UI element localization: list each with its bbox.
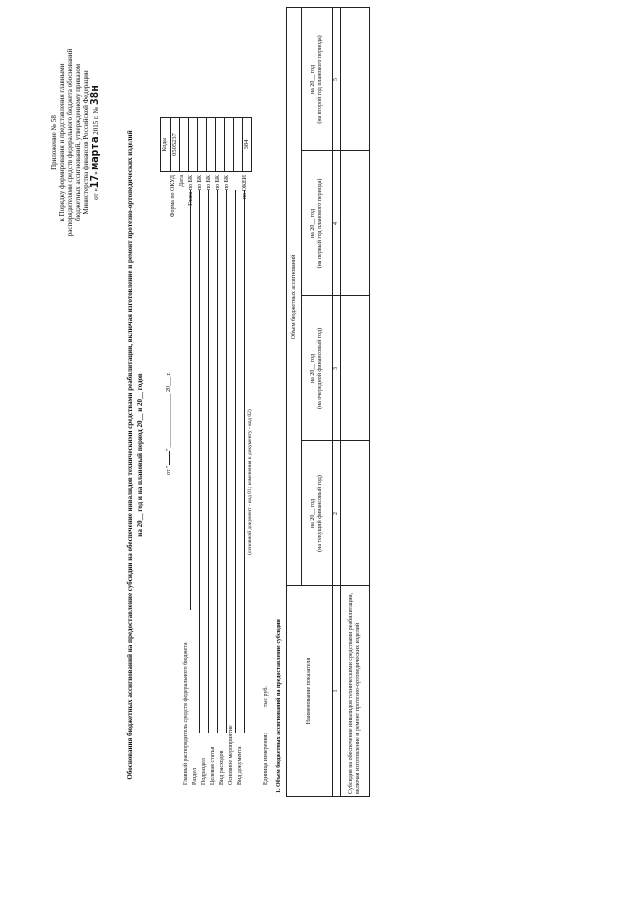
label-expense-type: Вид расходов	[219, 750, 225, 785]
appendix-block	[50, 20, 100, 265]
handwritten-order-number: 38н	[88, 85, 101, 106]
value-cell-plan-year-2[interactable]	[341, 8, 369, 151]
col-header-plan-year-2: на 20__ год (на второй год планового периода)	[309, 35, 323, 124]
document-title	[126, 25, 144, 885]
value-cell-next-year[interactable]	[341, 296, 369, 441]
title-line-1: Обоснования бюджетных ассигнований на предоставление субсидии на обеспечение инвалидов техническими средствами реабилитации, включая изготовление и ремонт протезно-ортопедических изделий	[126, 130, 134, 780]
label-okei: по ОКЕИ	[242, 175, 248, 200]
value-cell-plan-year-1[interactable]	[341, 151, 369, 296]
label-bk-1: по БК	[197, 175, 203, 191]
appendix-line: бюджетных ассигнований, утвержденному приказом	[74, 63, 82, 222]
code-okud[interactable]: 0505237	[170, 118, 179, 171]
code-okei[interactable]: 384	[242, 118, 252, 171]
label-main-distributor: Главный распорядитель средств федерального бюджета	[183, 642, 189, 785]
budget-table	[286, 7, 370, 797]
date-line: от "" __________________ 20___ г.	[166, 372, 172, 475]
unit-label: Единица измерения:	[263, 732, 269, 785]
col-header-current-year: на 20__ год (на текущий финансовый год)	[309, 475, 323, 552]
col-number-4: 4	[332, 222, 339, 225]
codes-header: Коды	[162, 137, 168, 152]
col-number-2: 2	[332, 512, 339, 515]
appendix-date: от «17» марта 2015 г. № 38н	[88, 85, 101, 200]
appendix-number: Приложение № 58	[50, 115, 58, 170]
fill-line-section[interactable]	[199, 190, 200, 733]
code-bk-3[interactable]	[215, 118, 224, 171]
unit-value: тыс руб.	[263, 686, 269, 708]
codes-box	[160, 117, 252, 172]
code-bk-1[interactable]	[197, 118, 206, 171]
label-subsection: Подраздел	[201, 758, 207, 785]
right-label-list	[170, 175, 251, 245]
fill-line-subsection[interactable]	[208, 190, 209, 733]
label-bk-3: по БК	[215, 175, 221, 191]
label-chapter-bk: Глава по БК	[188, 175, 194, 206]
title-line-2: на 20__ год и на плановый период 20__ и 20__ годов	[136, 373, 144, 537]
label-section: Раздел	[192, 768, 198, 785]
fill-line-main-event[interactable]	[235, 190, 236, 733]
fill-line-document-type[interactable]	[244, 190, 245, 733]
section-1-title: 1. Объем бюджетных ассигнований на предоставление субсидии	[276, 619, 282, 793]
appendix-line: к Порядку формирования и представления главными	[58, 63, 66, 222]
left-label-list	[183, 642, 246, 785]
label-date: Дата	[179, 175, 185, 187]
col-number-3: 3	[332, 367, 339, 370]
label-okud: Форма по ОКУД	[170, 175, 176, 218]
row-label-subsidy: Субсидия на обеспечение инвалидов техническими средствами реабилитации, включая изготовление и ремонт протезно-ортопедических изделий	[348, 592, 361, 794]
col-header-next-year: на 20__ год (на очередной финансовый год)	[309, 327, 323, 410]
fill-line-expense-type[interactable]	[226, 190, 227, 733]
col-number-1: 1	[332, 689, 339, 693]
label-main-event: Основное мероприятие	[228, 725, 234, 785]
col-header-plan-year-1: на 20__ год (на первый год планового периода)	[309, 178, 323, 269]
code-blank[interactable]	[233, 118, 242, 171]
col-number-5: 5	[332, 78, 339, 81]
fill-line-distributor[interactable]	[190, 190, 191, 610]
label-target-article: Целевая статья	[210, 746, 216, 785]
col-header-name: Наименование показателя	[306, 657, 312, 725]
document-type-hint: (основной документ - код 01; изменения к документу - код 02)	[247, 409, 253, 555]
code-bk-4[interactable]	[224, 118, 233, 171]
fill-line-target-article[interactable]	[217, 190, 218, 733]
handwritten-day: 17	[88, 174, 101, 189]
label-bk-4: по БК	[224, 175, 230, 191]
label-bk-2: по БК	[206, 175, 212, 191]
col-header-group: Объем бюджетных ассигнований	[290, 254, 297, 340]
label-document-type: Вид документа	[237, 746, 243, 785]
appendix-line: распорядителями средств федерального бюджета обоснований	[66, 48, 74, 237]
label-blank	[233, 175, 242, 245]
code-chapter-bk[interactable]	[188, 118, 197, 171]
unit-row	[263, 686, 270, 785]
value-cell-current-year[interactable]	[341, 441, 369, 586]
handwritten-month: марта	[88, 136, 101, 170]
code-bk-2[interactable]	[206, 118, 215, 171]
code-date[interactable]	[179, 118, 188, 171]
appendix-line: Министерства финансов Российской Федерации	[82, 70, 90, 215]
